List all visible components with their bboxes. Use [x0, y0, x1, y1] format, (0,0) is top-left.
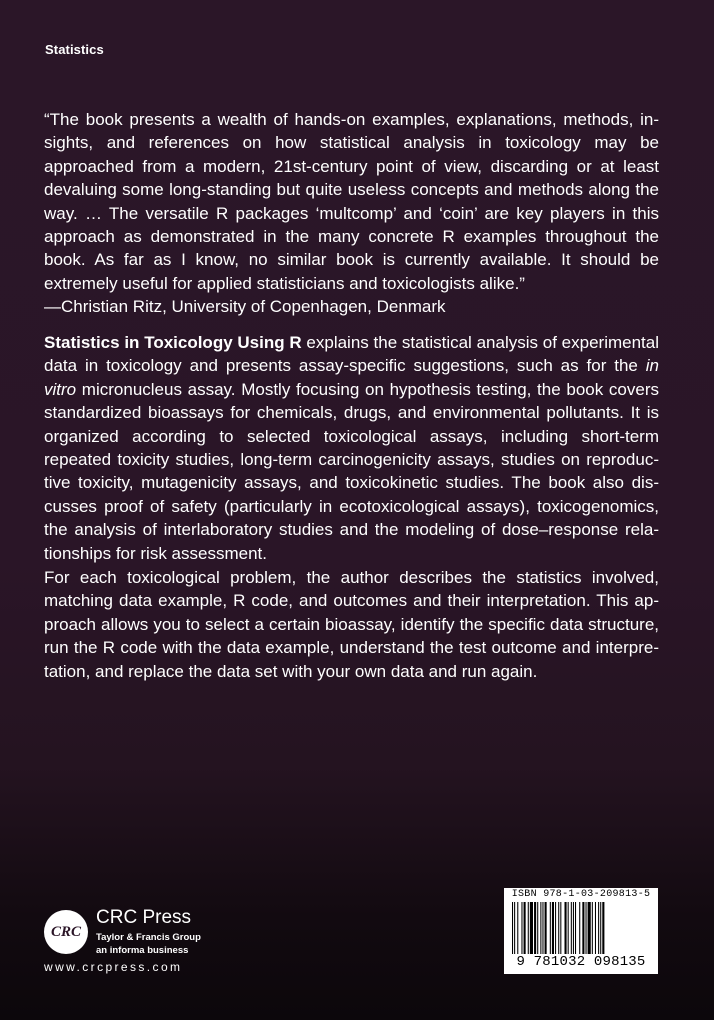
barcode-bar — [517, 902, 518, 954]
barcode-bar — [571, 902, 572, 954]
category-label: Statistics — [45, 42, 104, 57]
barcode-bar — [573, 902, 574, 954]
barcode-bar — [568, 902, 569, 954]
barcode-bar — [592, 902, 593, 954]
publisher-name: CRC Press — [96, 907, 192, 928]
isbn-barcode — [504, 888, 658, 974]
barcode-bar — [552, 902, 554, 954]
barcode-bar — [512, 902, 513, 954]
barcode-bar — [521, 902, 522, 954]
publisher-logo — [44, 907, 244, 977]
barcode-bar — [540, 902, 541, 954]
barcode-bar — [537, 902, 538, 954]
barcode-bar — [534, 902, 536, 954]
barcode-bars — [512, 902, 652, 954]
description-part1: explains the statistical analysis of experimental data in toxicology and presents assay-specific suggestions, such as for the — [44, 333, 659, 376]
review-quote: “The book presents a wealth of hands-on examples, explanations, methods, insights, and references on how statistical analysis in toxicology may be approached from a modern, 21st-century point of view, discarding or at least devaluing some long-standing but quite useless concepts and methods along the way. … The versatile R packages ‘multcomp’ and ‘coin’ are key players in this approach as demonstrated in the many concrete R examples throughout the book. As far as I know, no similar book is currently available. It should be extremely useful for applied statisticians and toxicologists alike.” — [44, 110, 659, 293]
barcode-bar — [595, 902, 596, 954]
barcode-bar — [560, 902, 561, 954]
description-part2: micronucleus assay. Mostly focusing on hypothesis testing, the book covers standardized bioassays for chemicals, drugs, and environmental pollutants. It is organized according to selected toxicological assays, including short-term repeated toxicity studies, long-term carcinogenicity assays, studies on reproductive toxicity, mutagenicity assays, and toxicokinetic studies. The book also discusses proof of safety (particularly in ecotoxicological assays), toxicogenomics, the analysis of interlaboratory studies and the modeling of dose–response relationships for risk assessment. — [44, 379, 659, 563]
crc-logo-icon: CRC — [44, 910, 88, 954]
publisher-url: www.crcpress.com — [44, 960, 183, 974]
barcode-bar — [575, 902, 576, 954]
barcode-bar — [558, 902, 559, 954]
isbn-label: ISBN 978-1-03-209813-5 — [511, 889, 651, 900]
barcode-bar — [555, 902, 556, 954]
book-description — [44, 331, 659, 565]
isbn-digits: 9 781032 098135 — [516, 954, 646, 970]
book-title: Statistics in Toxicology Using R — [44, 333, 302, 352]
barcode-bar — [524, 902, 526, 954]
publisher-group: Taylor & Francis Group — [96, 932, 201, 943]
barcode-bar — [530, 902, 533, 954]
barcode-bar — [579, 902, 580, 954]
barcode-bar — [550, 902, 551, 954]
barcode-bar — [542, 902, 543, 954]
barcode-bar — [588, 902, 591, 954]
barcode-bar — [545, 902, 547, 954]
description-italic: in vitro — [44, 356, 659, 399]
book-description-second: For each toxicological problem, the author describes the statistics involved, matching data example, R code, and outcomes and their interpretation. This approach allows you to select a certain bioassay, identify the specific data structure, run the R code with the data example, understand the test outcome and interpretation, and replace the data set with your own data and run again. — [44, 568, 659, 681]
publisher-tagline: an informa business — [96, 945, 189, 956]
barcode-bar — [582, 902, 584, 954]
barcode-bar — [598, 902, 599, 954]
barcode-bar — [565, 902, 567, 954]
barcode-bar — [602, 902, 604, 954]
barcode-bar — [586, 902, 587, 954]
barcode-bar — [528, 902, 529, 954]
quote-attribution: —Christian Ritz, University of Copenhagen, Denmark — [44, 297, 446, 316]
barcode-bar — [600, 902, 601, 954]
barcode-bar — [514, 902, 515, 954]
